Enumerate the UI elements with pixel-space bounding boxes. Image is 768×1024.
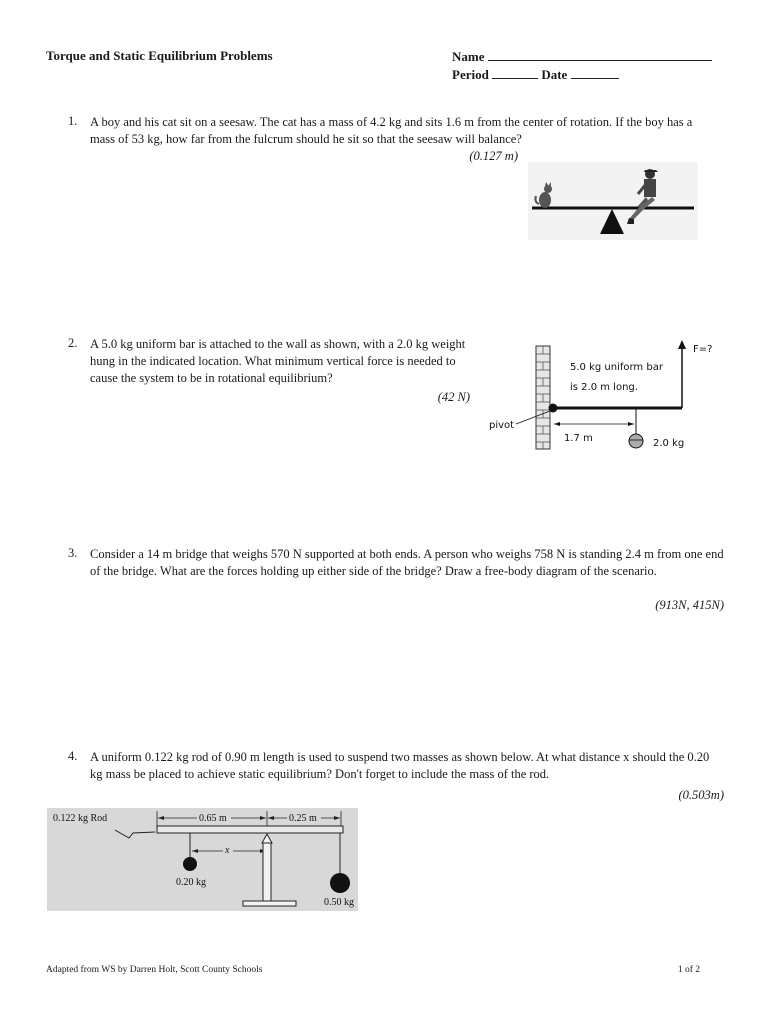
force-arrow-head — [678, 340, 686, 349]
problem-1-answer: (0.127 m) — [469, 149, 518, 163]
name-label: Name — [452, 49, 485, 64]
worksheet-title: Torque and Static Equilibrium Problems — [46, 48, 273, 63]
period-date-field — [452, 66, 619, 83]
support-base — [243, 901, 296, 906]
distance-label: 1.7 m — [564, 433, 593, 444]
problem-2-text: A 5.0 kg uniform bar is attached to the wall as shown, with a 2.0 kg weight hung in the indicated location. What minimum vertical force is needed to cause the system to be in rotational equilibrium? — [90, 337, 466, 385]
name-field — [452, 48, 712, 65]
mass-2-ball — [330, 873, 350, 893]
problem-2-answer: (42 N) — [437, 390, 470, 404]
wall-bar-diagram — [486, 336, 724, 456]
problem-3-answer: (913N, 415N) — [655, 598, 724, 612]
mass-label: 2.0 kg — [653, 438, 685, 449]
problem-1-number: 1. — [68, 114, 78, 128]
mass-2-label: 0.50 kg — [324, 897, 354, 908]
period-label: Period — [452, 67, 489, 82]
rod-masses-diagram — [47, 808, 358, 911]
page-number: 1 of 2 — [677, 965, 700, 975]
force-label: F=? — [693, 344, 713, 355]
problem-4-text: A uniform 0.122 kg rod of 0.90 m length is used to suspend two masses as shown below. At what distance x should the 0.20 kg mass be placed to achieve static equilibrium? Don't forget to include the mass of the rod. — [90, 750, 710, 781]
mass-1-label: 0.20 kg — [176, 877, 206, 888]
pivot-label: pivot — [489, 420, 515, 431]
dimension-label-2: 0.25 m — [289, 813, 317, 824]
bar-label-line-1: 5.0 kg uniform bar — [570, 362, 663, 373]
support-post — [263, 843, 271, 901]
bar-label-line-2: is 2.0 m long. — [570, 382, 638, 393]
name-blank — [488, 48, 712, 61]
problem-3-number: 3. — [68, 546, 78, 560]
footer-credit: Adapted from WS by Darren Holt, Scott County Schools — [46, 965, 263, 975]
brick-wall — [536, 346, 550, 449]
problem-4-number: 4. — [68, 749, 78, 763]
date-blank — [571, 66, 619, 79]
x-label: x — [225, 845, 230, 856]
rod-bar — [157, 826, 343, 833]
period-blank — [492, 66, 538, 79]
date-label: Date — [541, 67, 568, 82]
hanging-mass — [629, 434, 643, 448]
dimension-label-1: 0.65 m — [199, 813, 227, 824]
rod-label: 0.122 kg Rod — [53, 813, 108, 824]
problem-1-text: A boy and his cat sit on a seesaw. The cat has a mass of 4.2 kg and sits 1.6 m from the center of rotation. If the boy has a mass of 53 kg, how far from the fulcrum should he sit so that the seesaw will balance? — [90, 115, 693, 146]
seesaw-diagram — [528, 162, 698, 240]
problem-4-answer: (0.503m) — [678, 788, 724, 802]
problem-3-text: Consider a 14 m bridge that weighs 570 N supported at both ends. A person who weighs 758 N is standing 2.4 m from one end of the bridge. What are the forces holding up either side of the bridge? Draw a free-body diagram of the scenario. — [90, 547, 724, 578]
problem-2-number: 2. — [68, 336, 78, 350]
mass-1-ball — [183, 857, 197, 871]
